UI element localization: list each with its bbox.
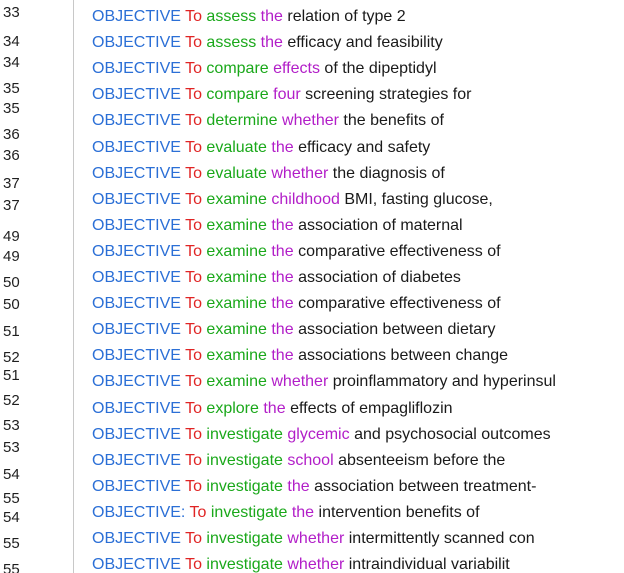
object-word: the [291, 503, 315, 521]
text-line[interactable] [92, 242, 501, 262]
rest-text: association of maternal [298, 216, 463, 234]
keyword-objective: OBJECTIVE [92, 34, 181, 52]
line-number: 53 [3, 417, 20, 434]
word-to: To [185, 8, 202, 25]
line-number: 37 [3, 175, 20, 192]
rest-text: efficacy and feasibility [287, 34, 443, 52]
object-word: school [287, 451, 334, 469]
rest-text: effects of empagliflozin [290, 399, 453, 417]
word-to: To [185, 112, 202, 130]
text-line[interactable] [92, 216, 463, 236]
text-line[interactable] [92, 164, 445, 184]
text-line[interactable] [92, 268, 461, 288]
object-word: the [271, 216, 294, 234]
line-number: 36 [3, 126, 20, 143]
keyword-objective: OBJECTIVE [92, 399, 181, 417]
word-to: To [185, 34, 202, 52]
word-to: To [185, 425, 202, 443]
rest-text: of the dipeptidyl [324, 60, 437, 78]
rest-text: the benefits of [343, 112, 444, 130]
word-to: To [185, 347, 202, 365]
word-to: To [185, 321, 202, 339]
text-line[interactable] [92, 7, 406, 27]
object-word: whether [271, 164, 329, 182]
object-word: the [260, 8, 283, 25]
verb-word: examine [206, 373, 267, 391]
text-line[interactable] [92, 477, 536, 497]
rest-text: comparative effectiveness of [298, 242, 501, 260]
keyword-objective: OBJECTIVE [92, 8, 181, 25]
verb-word: compare [206, 60, 269, 78]
line-number: 51 [3, 323, 20, 340]
word-to: To [185, 138, 202, 156]
verb-word: evaluate [206, 138, 267, 156]
object-word: effects [273, 60, 320, 78]
word-to: To [189, 503, 207, 521]
object-word: childhood [271, 190, 340, 208]
rest-text: relation of type 2 [287, 8, 406, 25]
verb-word: compare [206, 86, 269, 104]
text-line[interactable] [92, 555, 510, 573]
line-number: 49 [3, 228, 20, 245]
word-to: To [185, 477, 202, 495]
line-number: 51 [3, 367, 20, 384]
rest-text: association of diabetes [298, 269, 461, 286]
object-word: the [260, 34, 283, 52]
line-number: 34 [3, 33, 20, 50]
keyword-objective: OBJECTIVE [92, 477, 181, 495]
word-to: To [185, 556, 202, 573]
verb-word: examine [206, 295, 267, 313]
line-number: 54 [3, 509, 20, 526]
keyword-objective: OBJECTIVE [92, 190, 181, 208]
rest-text: and psychosocial outcomes [354, 425, 551, 443]
object-word: the [271, 295, 294, 313]
rest-text: proinflammatory and hyperinsul [332, 373, 556, 391]
object-word: the [271, 347, 294, 365]
line-number: 50 [3, 274, 20, 291]
rest-text: intervention benefits of [318, 503, 480, 521]
keyword-objective: OBJECTIVE [92, 347, 181, 365]
keyword-objective: OBJECTIVE [92, 373, 181, 391]
word-to: To [185, 269, 202, 286]
object-word: glycemic [287, 425, 350, 443]
text-line[interactable] [92, 320, 496, 340]
verb-word: determine [206, 112, 278, 130]
object-word: the [263, 399, 286, 417]
line-number: 37 [3, 197, 20, 214]
word-to: To [185, 451, 202, 469]
rest-text: association between treatment- [314, 477, 537, 495]
text-line[interactable] [92, 59, 437, 79]
text-line[interactable] [92, 33, 443, 53]
word-to: To [185, 86, 202, 104]
keyword-objective: OBJECTIVE [92, 60, 181, 78]
verb-word: assess [206, 8, 257, 25]
keyword-objective: OBJECTIVE [92, 242, 181, 260]
verb-word: investigate [206, 425, 283, 443]
verb-word: investigate [206, 530, 283, 547]
line-number-gutter [0, 0, 72, 573]
line-number: 54 [3, 466, 20, 483]
keyword-objective: OBJECTIVE [92, 451, 181, 469]
word-to: To [185, 295, 202, 313]
text-line[interactable] [92, 372, 556, 392]
keyword-objective: OBJECTIVE [92, 138, 181, 156]
verb-word: explore [206, 399, 259, 417]
rest-text: the diagnosis of [332, 164, 445, 182]
verb-word: examine [206, 347, 267, 365]
line-number: 50 [3, 296, 20, 313]
line-number: 33 [3, 4, 20, 21]
object-word: whether [287, 530, 345, 547]
verb-word: examine [206, 321, 267, 339]
verb-word: investigate [206, 556, 283, 573]
verb-word: assess [206, 34, 257, 52]
rest-text: efficacy and safety [298, 138, 431, 156]
rest-text: BMI, fasting glucose, [344, 190, 493, 208]
object-word: four [273, 86, 301, 104]
keyword-objective: OBJECTIVE: [92, 503, 186, 521]
line-number: 49 [3, 248, 20, 265]
rest-text: association between dietary [298, 321, 496, 339]
text-line[interactable] [92, 425, 551, 445]
rest-text: absenteeism before the [338, 451, 506, 469]
keyword-objective: OBJECTIVE [92, 425, 181, 443]
text-line[interactable] [92, 294, 501, 314]
text-lines[interactable] [92, 0, 624, 573]
text-line[interactable] [92, 111, 444, 131]
line-number: 35 [3, 100, 20, 117]
keyword-objective: OBJECTIVE [92, 321, 181, 339]
verb-word: evaluate [206, 164, 267, 182]
rest-text: intraindividual variabilit [348, 556, 510, 573]
text-line[interactable] [92, 138, 430, 158]
line-number: 55 [3, 561, 20, 573]
verb-word: examine [206, 190, 267, 208]
word-to: To [185, 190, 202, 208]
object-word: the [271, 138, 294, 156]
rest-text: associations between change [298, 347, 508, 365]
rest-text: screening strategies for [305, 86, 472, 104]
keyword-objective: OBJECTIVE [92, 556, 181, 573]
keyword-objective: OBJECTIVE [92, 216, 181, 234]
word-to: To [185, 164, 202, 182]
word-to: To [185, 216, 202, 234]
text-line[interactable] [92, 399, 453, 419]
line-number: 53 [3, 439, 20, 456]
keyword-objective: OBJECTIVE [92, 112, 181, 130]
verb-word: examine [206, 242, 267, 260]
line-number: 55 [3, 490, 20, 507]
keyword-objective: OBJECTIVE [92, 86, 181, 104]
text-line[interactable] [92, 85, 471, 105]
word-to: To [185, 399, 202, 417]
verb-word: investigate [206, 451, 283, 469]
word-to: To [185, 60, 202, 78]
object-word: the [271, 269, 294, 286]
text-line[interactable] [92, 529, 535, 549]
text-line[interactable] [92, 503, 480, 523]
line-number: 52 [3, 392, 20, 409]
object-word: the [271, 242, 294, 260]
keyword-objective: OBJECTIVE [92, 295, 181, 313]
object-word: the [271, 321, 294, 339]
object-word: the [287, 477, 310, 495]
line-number: 34 [3, 54, 20, 71]
word-to: To [185, 530, 202, 547]
rest-text: intermittently scanned con [348, 530, 535, 547]
line-number: 52 [3, 349, 20, 366]
keyword-objective: OBJECTIVE [92, 269, 181, 286]
rest-text: comparative effectiveness of [298, 295, 501, 313]
verb-word: examine [206, 269, 267, 286]
keyword-objective: OBJECTIVE [92, 164, 181, 182]
keyword-objective: OBJECTIVE [92, 530, 181, 547]
text-line[interactable] [92, 451, 505, 471]
object-word: whether [282, 112, 339, 130]
verb-word: investigate [206, 477, 283, 495]
gutter-divider [73, 0, 74, 573]
object-word: whether [287, 556, 345, 573]
verb-word: investigate [210, 503, 288, 521]
verb-word: examine [206, 216, 267, 234]
text-line[interactable] [92, 190, 493, 210]
word-to: To [185, 242, 202, 260]
object-word: whether [271, 373, 329, 391]
line-number: 36 [3, 147, 20, 164]
word-to: To [185, 373, 202, 391]
line-number: 55 [3, 535, 20, 552]
text-line[interactable] [92, 346, 508, 366]
line-number: 35 [3, 80, 20, 97]
